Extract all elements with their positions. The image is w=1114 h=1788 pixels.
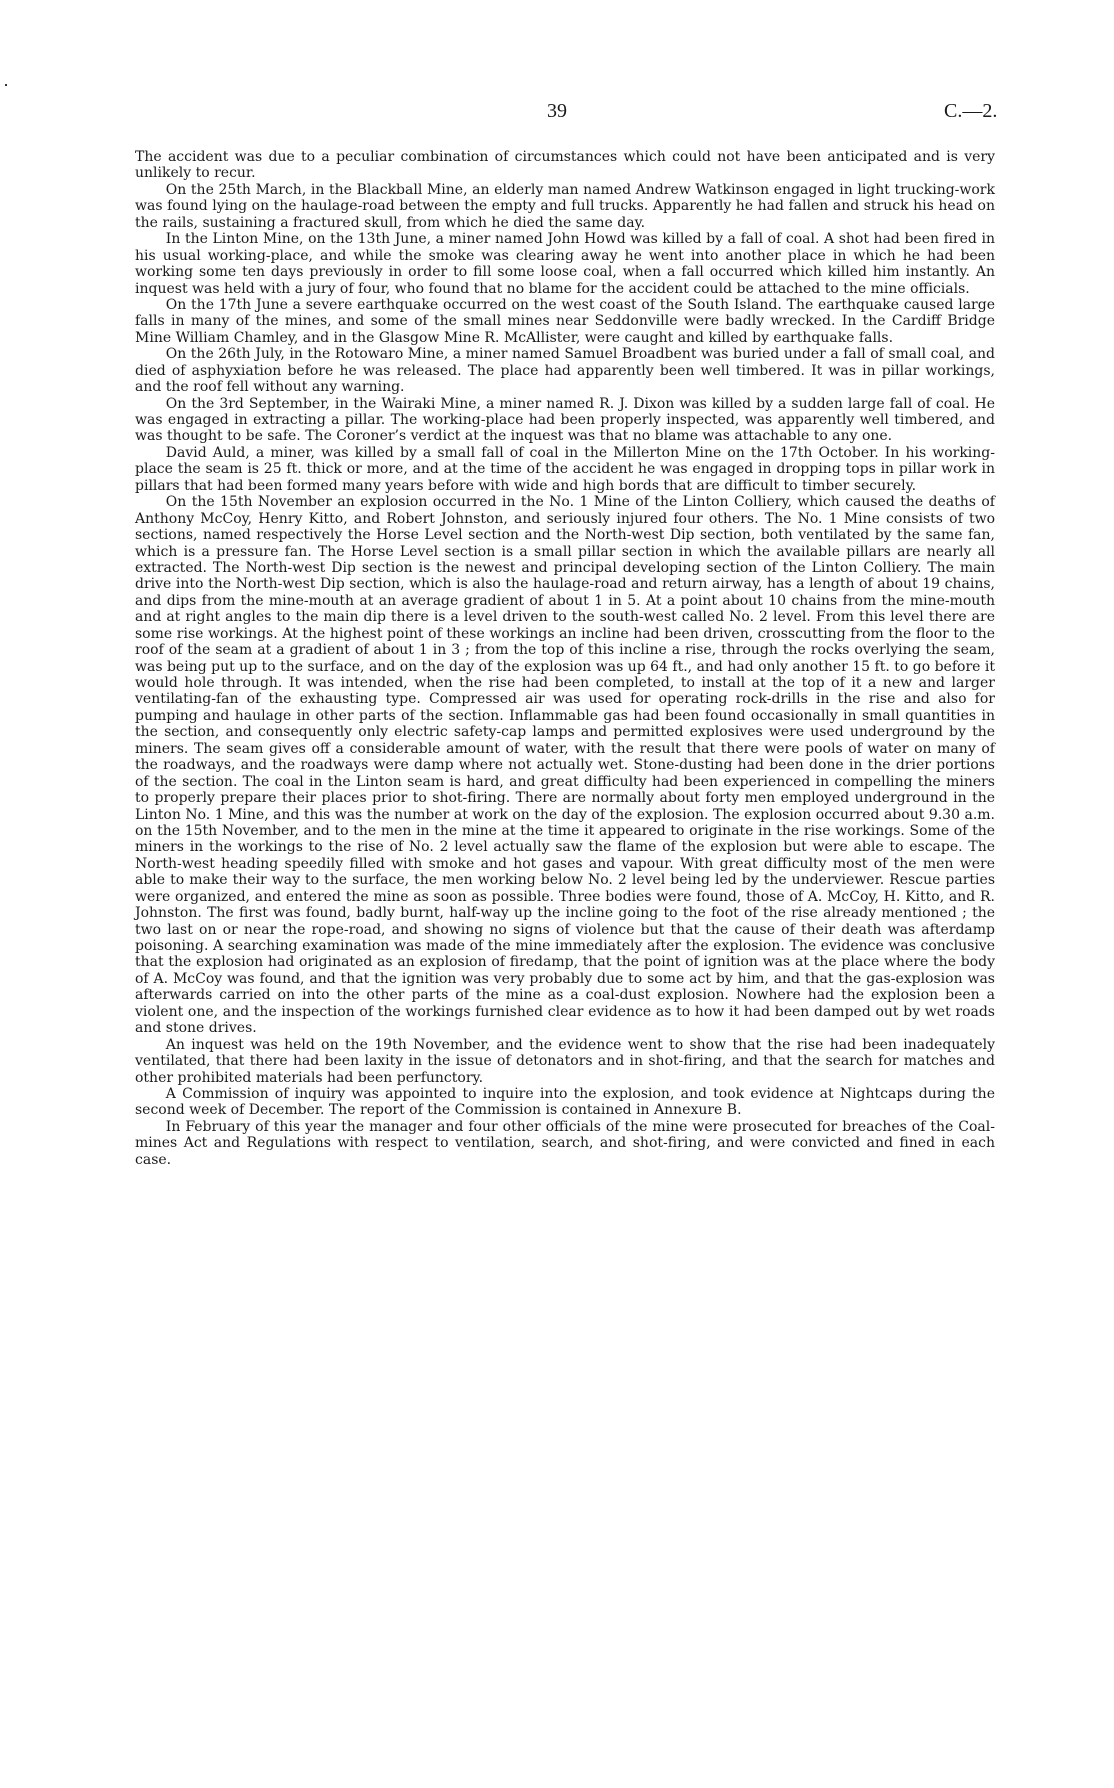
body-text	[135, 149, 995, 1168]
paragraph-earthquake: On the 17th June a severe earthquake occurred on the west coast of the South Island. The earthquake caused large falls in many of the mines, and some of the small mines near Seddonville were badly wrecked. In the Cardiff Bridge Mine William Chamley, and in the Glasgow Mine R. McAllister, were caught and killed by earthquake falls.	[135, 296, 995, 346]
paragraph-wairaki-mine: On the 3rd September, in the Wairaki Mine, a miner named R. J. Dixon was killed by a sudden large fall of coal. He was engaged in extracting a pillar. The working-place had been properly inspected, was apparently well timbered, and was thought to be safe. The Coroner’s verdict at the inquest was that no blame was attachable to any one.	[135, 395, 995, 445]
page-number: 39	[547, 100, 567, 122]
paragraph-commission: A Commission of inquiry was appointed to inquire into the explosion, and took evidence at Nightcaps during the second week of December. The report of the Commission is contained in Annexure B.	[135, 1085, 995, 1119]
paragraph-millerton-mine: David Auld, a miner, was killed by a small fall of coal in the Millerton Mine on the 17th October. In his working-place the seam is 25 ft. thick or more, and at the time of the accident he was engaged in dropping tops in pillar work in pillars that had been formed many years before with wide and high bords that are difficult to timber securely.	[135, 444, 995, 494]
margin-speck	[5, 84, 7, 86]
paragraph-accident-conclusion: The accident was due to a peculiar combination of circumstances which could not have been anticipated and is very unlikely to recur.	[135, 149, 995, 182]
paragraph-inquest: An inquest was held on the 19th November, and the evidence went to show that the rise had been inadequately ventilated, that there had been laxity in the issue of detonators and in shot-firing, and that the search for matches and other prohibited materials had been perfunctory.	[135, 1036, 995, 1086]
paragraph-blackball-mine: On the 25th March, in the Blackball Mine, an elderly man named Andrew Watkinson engaged in light trucking-work was found lying on the haulage-road between the empty and full trucks. Apparently he had fallen and struck his head on the rails, sustaining a fractured skull, from which he died the same day.	[135, 181, 995, 231]
paragraph-linton-mine-june: In the Linton Mine, on the 13th June, a miner named John Howd was killed by a fall of coal. A shot had been fired in his usual working-place, and while the smoke was clearing away he went into another place in which he had been working some ten days previously in order to fill some loose coal, when a fall occurred which killed him instantly. An inquest was held with a jury of four, who found that no blame for the accident could be attached to the mine officials.	[135, 231, 995, 297]
paragraph-rotowaro-mine: On the 26th July, in the Rotowaro Mine, a miner named Samuel Broadbent was buried under a fall of small coal, and died of asphyxiation before he was released. The place had apparently been well timbered. It was in pillar workings, and the roof fell without any warning.	[135, 346, 995, 396]
page-reference: C.—2.	[944, 100, 998, 122]
paragraph-prosecution: In February of this year the manager and four other officials of the mine were prosecuted for breaches of the Coal-mines Act and Regulations with respect to ventilation, search, and shot-firing, and were convicted and fined in each case.	[135, 1118, 995, 1168]
paragraph-linton-explosion: On the 15th November an explosion occurred in the No. 1 Mine of the Linton Colliery, which caused the deaths of Anthony McCoy, Henry Kitto, and Robert Johnston, and seriously injured four others. The No. 1 Mine consists of two sections, named respectively the Horse Level section and the North-west Dip section, both ventilated by the same fan, which is a pressure fan. The Horse Level section is a small pillar section in which the available pillars are nearly all extracted. The North-west Dip section is the newest and principal developing section of the Linton Colliery. The main drive into the North-west Dip section, which is also the haulage-road and return airway, has a length of about 19 chains, and dips from the mine-mouth at an average gradient of about 1 in 5. At a point about 10 chains from the mine-mouth and at right angles to the main dip there is a level driven to the south-west called No. 2 level. From this level there are some rise workings. At the highest point of these workings an incline had been driven, crosscutting from the floor to the roof of the seam at a gradient of about 1 in 3 ; from the top of this incline a rise, through the rocks overlying the seam, was being put up to the surface, and on the day of the explosion was up 64 ft., and had only another 15 ft. to go before it would hole through. It was intended, when the rise had been completed, to install at the top of it a new and larger ventilating-fan of the exhausting type. Compressed air was used for operating rock-drills in the rise and also for pumping and haulage in other parts of the section. Inflammable gas had been found occasionally in small quantities in the section, and consequently only electric safety-cap lamps and permitted explosives were used underground by the miners. The seam gives off a considerable amount of water, with the result that there were pools of water on many of the roadways, and the roadways were damp where not actually wet. Stone-dusting had been done in the drier portions of the section. The coal in the Linton seam is hard, and great difficulty had been experienced in compelling the miners to properly prepare their places prior to shot-firing. There are normally about forty men employed underground in the Linton No. 1 Mine, and this was the number at work on the day of the explosion. The explosion occurred about 9.30 a.m. on the 15th November, and to the men in the mine at the time it appeared to originate in the rise workings. Some of the miners in the workings to the rise of No. 2 level actually saw the flame of the explosion but were able to escape. The North-west heading speedily filled with smoke and hot gases and vapour. With great difficulty most of the men were able to make their way to the surface, the men working below No. 2 level being led by the underviewer. Rescue parties were organized, and entered the mine as soon as possible. Three bodies were found, those of A. McCoy, H. Kitto, and R. Johnston. The first was found, badly burnt, half-way up the incline going to the foot of the rise already mentioned ; the two last on or near the rope-road, and showing no signs of violence but that the cause of their death was afterdamp poisoning. A searching examination was made of the mine immediately after the explosion. The evidence was conclusive that the explosion had originated as an explosion of firedamp, that the point of ignition was at the place where the body of A. McCoy was found, and that the ignition was very probably due to some act by him, and that the gas-explosion was afterwards carried on into the other parts of the mine as a coal-dust explosion. Nowhere had the explosion been a violent one, and the inspection of the workings furnished clear evidence as to how it had been damped out by wet roads and stone drives.	[135, 494, 995, 1037]
